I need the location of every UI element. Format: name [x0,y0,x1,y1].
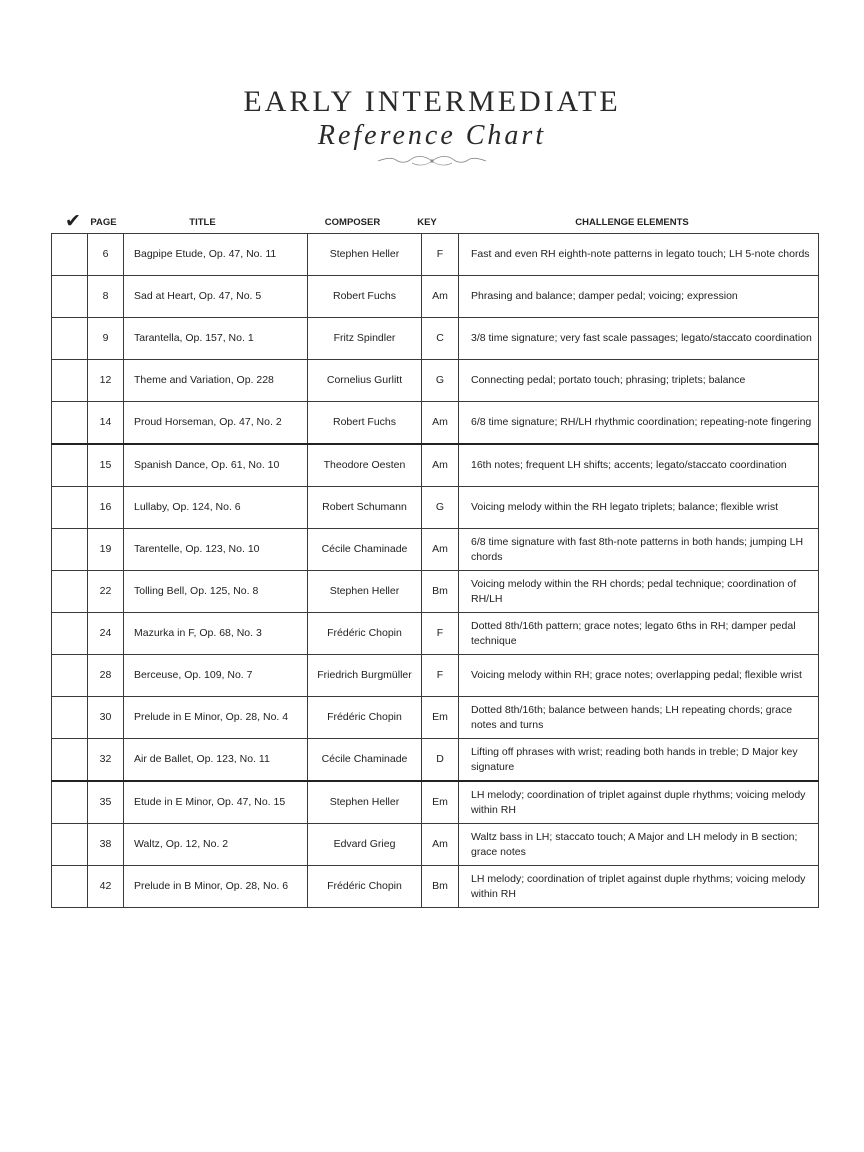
checkbox-cell[interactable] [52,824,88,866]
composer-cell: Frédéric Chopin [308,697,422,739]
key-cell: C [422,318,459,360]
composer-cell: Frédéric Chopin [308,866,422,908]
column-header-challenge: CHALLENGE ELEMENTS [575,217,689,228]
page-cell: 35 [88,781,124,824]
page-cell: 32 [88,739,124,782]
key-cell: G [422,487,459,529]
column-header-composer: COMPOSER [324,217,381,228]
table-row [52,571,819,613]
column-header-page: PAGE [90,217,117,228]
title-cell: Tolling Bell, Op. 125, No. 8 [124,571,308,613]
key-cell: Am [422,276,459,318]
title-cell: Berceuse, Op. 109, No. 7 [124,655,308,697]
title-cell: Prelude in B Minor, Op. 28, No. 6 [124,866,308,908]
key-cell: F [422,655,459,697]
table-row [52,613,819,655]
title-cell: Sad at Heart, Op. 47, No. 5 [124,276,308,318]
composer-cell: Cornelius Gurlitt [308,360,422,402]
checkbox-cell[interactable] [52,655,88,697]
title-cell: Spanish Dance, Op. 61, No. 10 [124,444,308,487]
table-row [52,444,819,487]
table-row [52,487,819,529]
column-header-title: TITLE [189,217,216,228]
composer-cell: Cécile Chaminade [308,529,422,571]
composer-cell: Stephen Heller [308,571,422,613]
title-cell: Lullaby, Op. 124, No. 6 [124,487,308,529]
checkbox-cell[interactable] [52,276,88,318]
composer-cell: Theodore Oesten [308,444,422,487]
key-cell: Am [422,402,459,445]
table-row [52,866,819,908]
key-cell: Em [422,697,459,739]
table-row [52,655,819,697]
composer-cell: Friedrich Burgmüller [308,655,422,697]
title-cell: Tarentelle, Op. 123, No. 10 [124,529,308,571]
challenge-cell: LH melody; coordination of triplet against duple rhythms; voicing melody within RH [459,781,819,824]
composer-cell: Stephen Heller [308,781,422,824]
page-cell: 19 [88,529,124,571]
page-cell: 22 [88,571,124,613]
challenge-cell: Voicing melody within the RH legato triplets; balance; flexible wrist [459,487,819,529]
page-cell: 12 [88,360,124,402]
key-cell: F [422,613,459,655]
page-cell: 38 [88,824,124,866]
key-cell: Em [422,781,459,824]
challenge-cell: Voicing melody within RH; grace notes; overlapping pedal; flexible wrist [459,655,819,697]
title-cell: Air de Ballet, Op. 123, No. 11 [124,739,308,782]
key-cell: Am [422,529,459,571]
flourish-ornament-icon [372,154,492,168]
title-cell: Prelude in E Minor, Op. 28, No. 4 [124,697,308,739]
challenge-cell: Waltz bass in LH; staccato touch; A Major and LH melody in B section; grace notes [459,824,819,866]
checkbox-cell[interactable] [52,487,88,529]
title-cell: Mazurka in F, Op. 68, No. 3 [124,613,308,655]
column-headers [51,212,819,232]
table-row [52,697,819,739]
page-cell: 28 [88,655,124,697]
checkbox-cell[interactable] [52,318,88,360]
checkbox-cell[interactable] [52,402,88,445]
page-cell: 6 [88,234,124,276]
table-row [52,824,819,866]
title-cell: Waltz, Op. 12, No. 2 [124,824,308,866]
reference-table [51,233,819,908]
title-cell: Theme and Variation, Op. 228 [124,360,308,402]
key-cell: Bm [422,571,459,613]
page-cell: 16 [88,487,124,529]
table-row [52,234,819,276]
challenge-cell: Fast and even RH eighth-note patterns in legato touch; LH 5-note chords [459,234,819,276]
page-heading [0,84,864,168]
page-cell: 15 [88,444,124,487]
checkbox-cell[interactable] [52,697,88,739]
challenge-cell: 16th notes; frequent LH shifts; accents; legato/staccato coordination [459,444,819,487]
checkbox-cell[interactable] [52,866,88,908]
table-row [52,360,819,402]
key-cell: F [422,234,459,276]
page-cell: 42 [88,866,124,908]
composer-cell: Robert Fuchs [308,402,422,445]
key-cell: Am [422,824,459,866]
key-cell: D [422,739,459,782]
key-cell: Bm [422,866,459,908]
page-subtitle: Reference Chart [317,120,547,151]
challenge-cell: 3/8 time signature; very fast scale passages; legato/staccato coordination [459,318,819,360]
challenge-cell: Dotted 8th/16th pattern; grace notes; legato 6ths in RH; damper pedal technique [459,613,819,655]
checkmark-header-icon: ✔ [65,211,81,232]
composer-cell: Robert Schumann [308,487,422,529]
checkbox-cell[interactable] [52,529,88,571]
checkbox-cell[interactable] [52,739,88,782]
table-row [52,739,819,782]
table-row [52,781,819,824]
checkbox-cell[interactable] [52,360,88,402]
title-cell: Bagpipe Etude, Op. 47, No. 11 [124,234,308,276]
challenge-cell: Lifting off phrases with wrist; reading both hands in treble; D Major key signature [459,739,819,782]
title-cell: Tarantella, Op. 157, No. 1 [124,318,308,360]
table-row [52,318,819,360]
key-cell: G [422,360,459,402]
composer-cell: Edvard Grieg [308,824,422,866]
title-cell: Proud Horseman, Op. 47, No. 2 [124,402,308,445]
challenge-cell: 6/8 time signature; RH/LH rhythmic coordination; repeating-note fingering [459,402,819,445]
page-cell: 14 [88,402,124,445]
composer-cell: Robert Fuchs [308,276,422,318]
challenge-cell: Connecting pedal; portato touch; phrasing; triplets; balance [459,360,819,402]
composer-cell: Frédéric Chopin [308,613,422,655]
key-cell: Am [422,444,459,487]
checkbox-cell[interactable] [52,234,88,276]
composer-cell: Cécile Chaminade [308,739,422,782]
page-cell: 24 [88,613,124,655]
column-header-key: KEY [417,217,437,228]
page-cell: 30 [88,697,124,739]
page-cell: 9 [88,318,124,360]
checkbox-cell[interactable] [52,444,88,487]
table-row [52,276,819,318]
table-row [52,529,819,571]
composer-cell: Fritz Spindler [308,318,422,360]
table-row [52,402,819,445]
page-cell: 8 [88,276,124,318]
page-title: EARLY INTERMEDIATE [243,85,621,118]
challenge-cell: Phrasing and balance; damper pedal; voicing; expression [459,276,819,318]
checkbox-cell[interactable] [52,571,88,613]
challenge-cell: Dotted 8th/16th; balance between hands; LH repeating chords; grace notes and turns [459,697,819,739]
challenge-cell: 6/8 time signature with fast 8th-note patterns in both hands; jumping LH chords [459,529,819,571]
checkbox-cell[interactable] [52,781,88,824]
challenge-cell: LH melody; coordination of triplet against duple rhythms; voicing melody within RH [459,866,819,908]
challenge-cell: Voicing melody within the RH chords; pedal technique; coordination of RH/LH [459,571,819,613]
composer-cell: Stephen Heller [308,234,422,276]
checkbox-cell[interactable] [52,613,88,655]
title-cell: Etude in E Minor, Op. 47, No. 15 [124,781,308,824]
